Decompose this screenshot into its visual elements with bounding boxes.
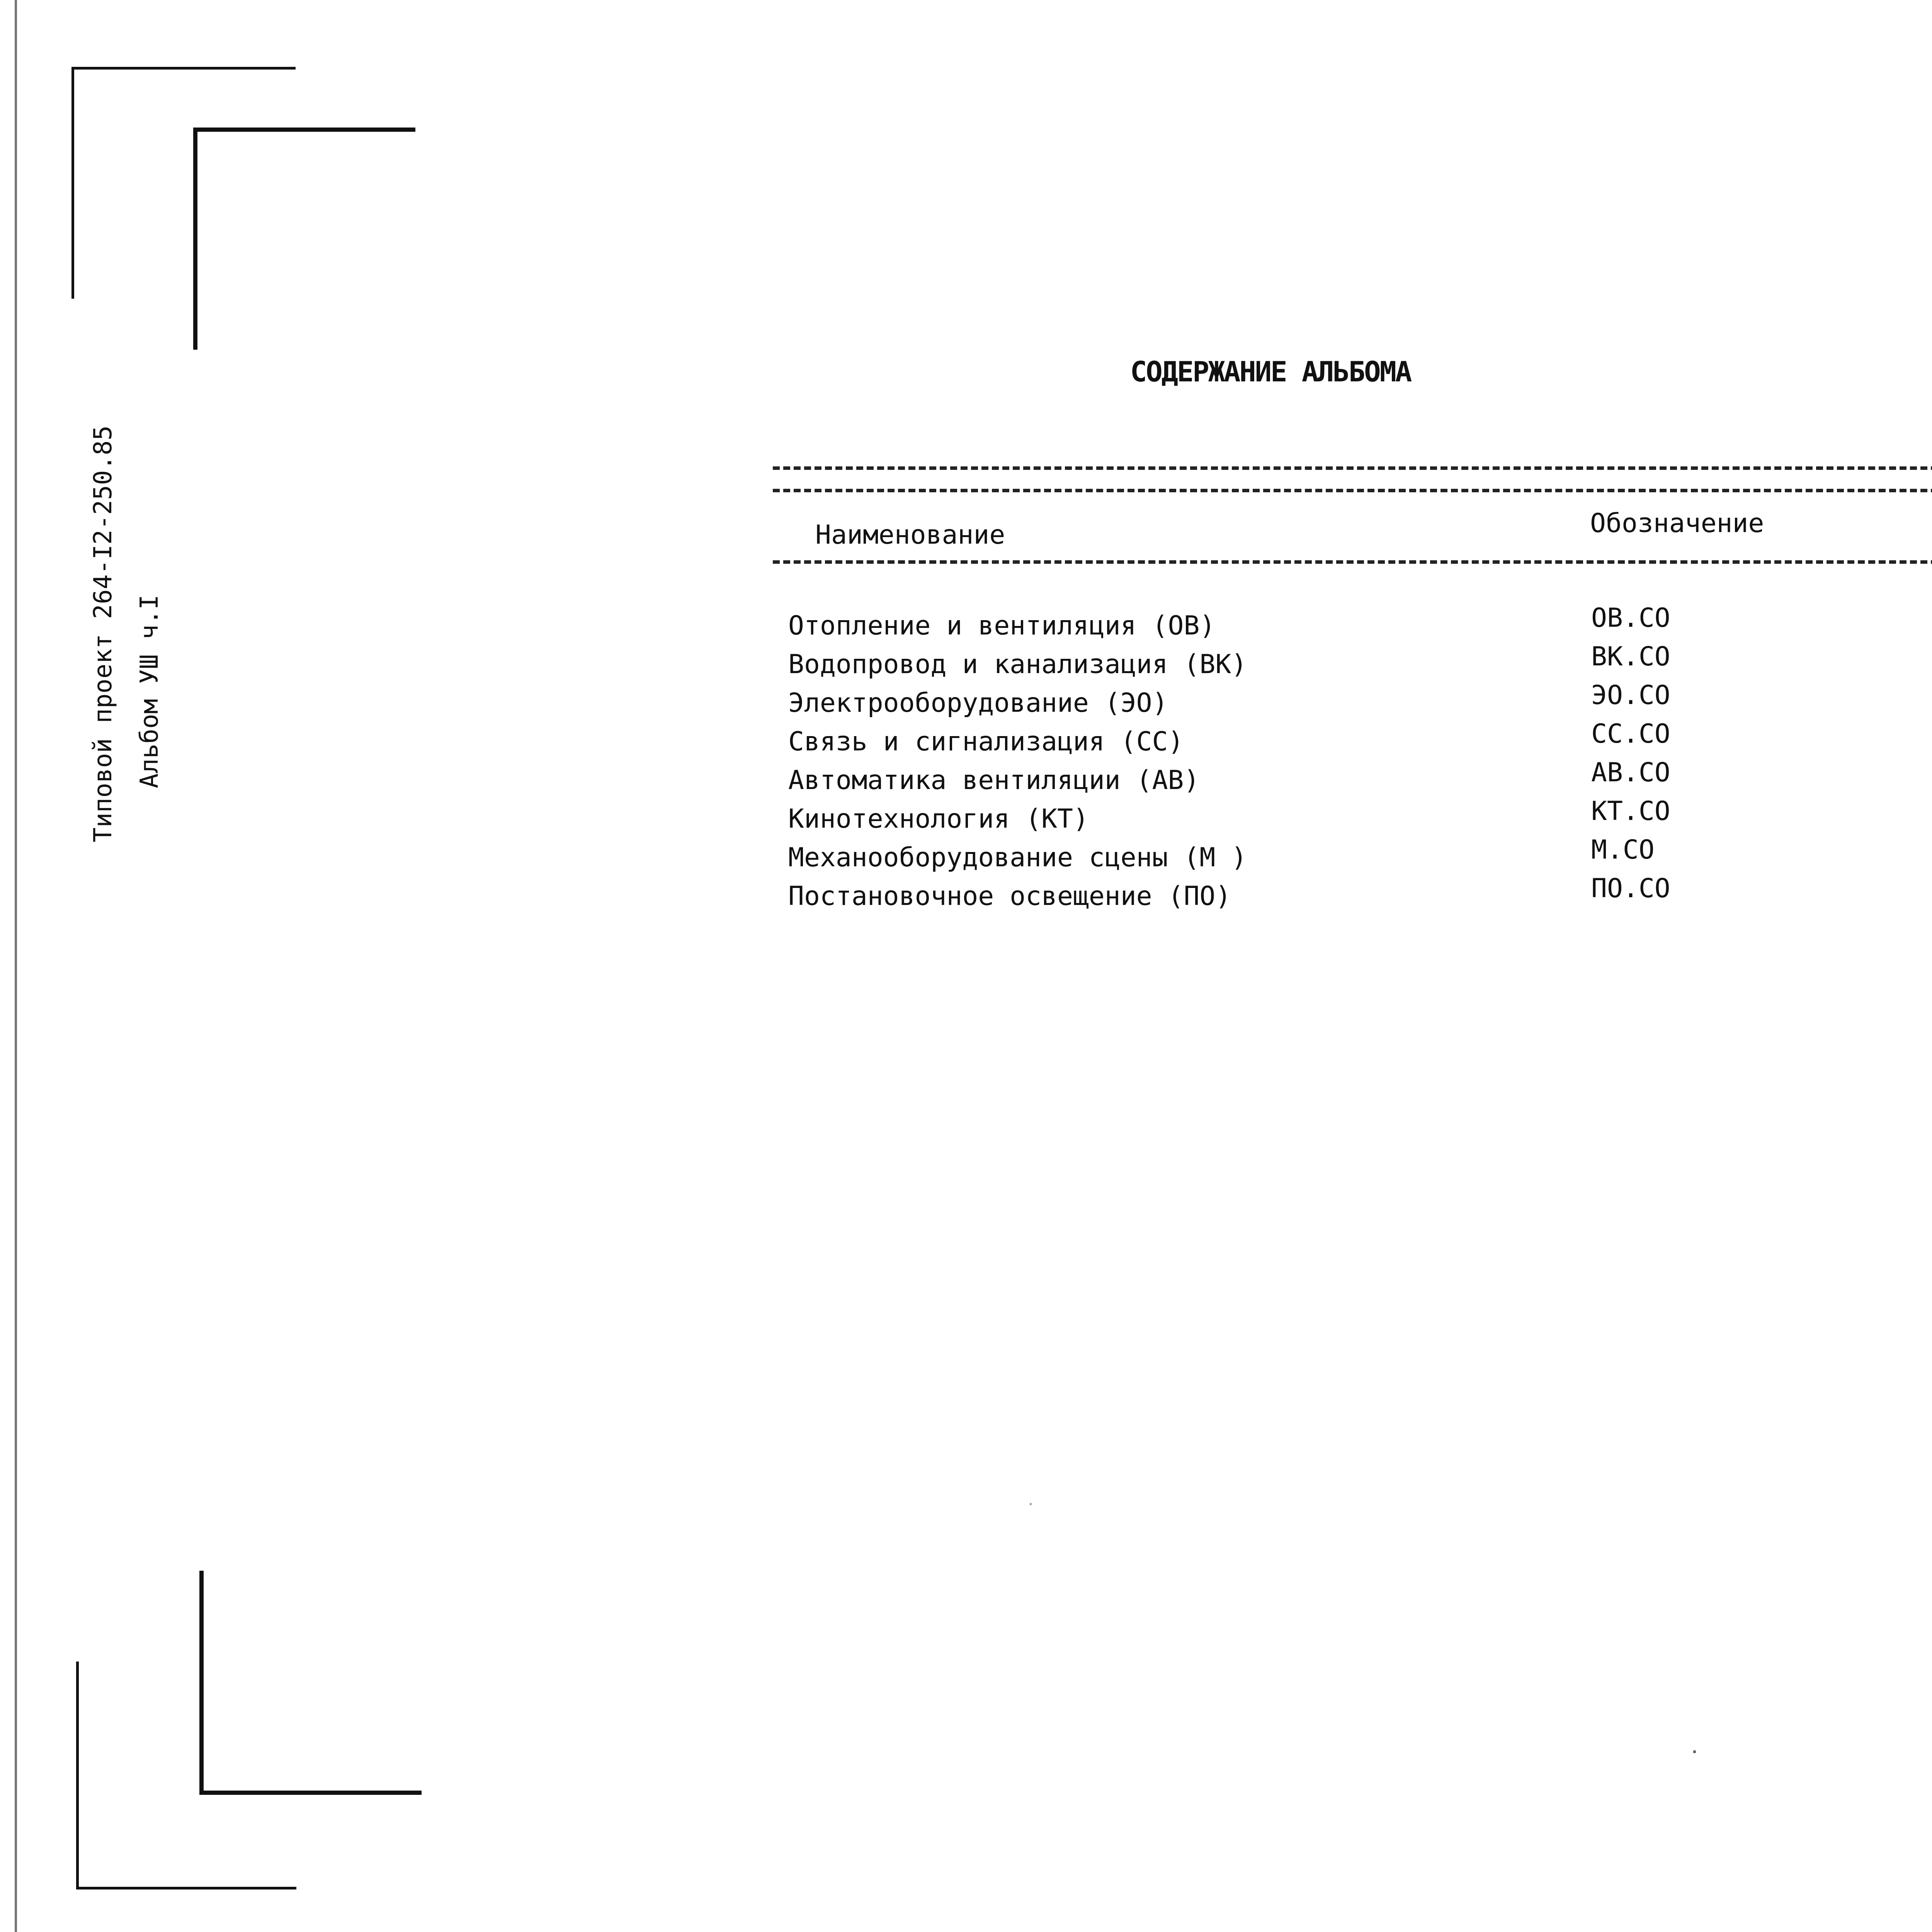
table-rule-header-bottom [773, 560, 1932, 564]
corner-mark-bottom-left-inner-v [199, 1571, 204, 1795]
row-name: Постановочное освещение (ПО) [788, 881, 1231, 912]
side-stamp-album: Альбом УШ ч.I [135, 595, 164, 788]
table-rule-top-1 [773, 466, 1932, 470]
corner-mark-top-left-outer-h [71, 67, 296, 70]
corner-mark-top-left-outer-v [71, 67, 74, 299]
row-name: Водопровод и канализация (ВК) [788, 649, 1247, 680]
row-code: ВК.СО [1591, 641, 1670, 672]
row-name: Механооборудование сцены (М ) [788, 842, 1247, 873]
row-code: ОВ.СО [1591, 603, 1670, 633]
column-header-name: Наименование [815, 520, 1005, 550]
row-code: ЭО.СО [1591, 680, 1670, 711]
row-name: Электрооборудование (ЭО) [788, 688, 1168, 718]
column-header-code: Обозначение [1590, 508, 1764, 539]
side-stamp [89, 332, 174, 842]
scan-speck [1030, 1503, 1032, 1505]
row-name: Связь и сигнализация (СС) [788, 726, 1184, 757]
scan-speck [1693, 1750, 1696, 1753]
row-code: ПО.СО [1591, 873, 1670, 904]
row-code: КТ.СО [1591, 796, 1670, 827]
row-name: Кинотехнология (КТ) [788, 804, 1089, 834]
table-rule-top-2 [773, 489, 1932, 492]
row-code: СС.СО [1591, 719, 1670, 749]
row-code: М.СО [1591, 835, 1655, 865]
row-name: Отопление и вентиляция (ОВ) [788, 611, 1216, 641]
page-title: СОДЕРЖАНИЕ АЛЬБОМА [1130, 355, 1411, 388]
corner-mark-bottom-left-outer-v [76, 1662, 79, 1889]
row-code: АВ.СО [1591, 757, 1670, 788]
corner-mark-top-left-inner-v [193, 128, 197, 350]
corner-mark-bottom-left-inner-h [199, 1791, 422, 1795]
row-name: Автоматика вентиляции (АВ) [788, 765, 1200, 796]
corner-mark-top-left-inner-h [193, 128, 415, 132]
side-stamp-project: Типовой проект 264-I2-250.85 [89, 425, 117, 842]
corner-mark-bottom-left-outer-h [76, 1887, 296, 1889]
scan-edge-left [15, 0, 17, 1932]
